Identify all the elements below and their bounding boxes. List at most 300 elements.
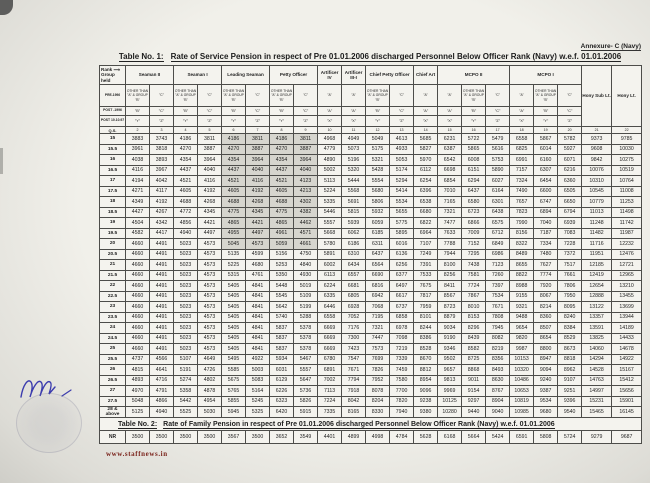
pension-value-cell: 5740 xyxy=(270,312,294,323)
pension-value-cell: 6580 xyxy=(462,197,486,208)
qs-value-cell: 24 xyxy=(100,323,126,334)
pension-value-cell: 3961 xyxy=(126,144,150,155)
family-pension-value-cell: 4784 xyxy=(390,431,414,444)
pension-value-cell: 9987 xyxy=(510,344,534,355)
column-number-cell: 15 xyxy=(438,127,462,134)
pension-value-cell: 7820 xyxy=(390,396,414,407)
pension-value-cell: 9488 xyxy=(510,312,534,323)
group-code-cell: "Z" xyxy=(390,116,414,127)
pension-value-cell: 5827 xyxy=(414,144,438,155)
pension-value-cell: 6446 xyxy=(318,302,342,313)
pension-value-cell: 4040 xyxy=(246,165,270,176)
group-code-cell: "C" xyxy=(246,107,270,116)
group-code-cell: "C" xyxy=(558,85,582,107)
group-code-cell: "B" xyxy=(222,107,246,116)
pension-value-cell: 7950 xyxy=(558,291,582,302)
pension-value-cell: 9396 xyxy=(558,396,582,407)
pension-value-cell: 4660 xyxy=(126,344,150,355)
group-code-cell: OTHER THAN "A" & GROUP "B" xyxy=(222,85,246,107)
pension-value-cell: 5073 xyxy=(342,144,366,155)
pension-value-cell: 4933 xyxy=(390,144,414,155)
pension-table-body xyxy=(100,134,642,444)
pension-value-cell: 9820 xyxy=(510,333,534,344)
qs-value-cell: 22.5 xyxy=(100,291,126,302)
group-code-cell: "C" xyxy=(198,107,222,116)
pension-data-row xyxy=(100,176,642,187)
pension-value-cell: 12965 xyxy=(612,270,642,281)
pension-value-cell: 13944 xyxy=(612,312,642,323)
pension-value-cell: 5023 xyxy=(174,249,198,260)
pension-value-cell: 4613 xyxy=(390,134,414,145)
pension-value-cell: 5023 xyxy=(174,312,198,323)
pension-value-cell: 6794 xyxy=(558,207,582,218)
pension-value-cell: 9040 xyxy=(486,407,510,418)
pension-value-cell: 8356 xyxy=(486,354,510,365)
header-numbering-row xyxy=(100,127,642,134)
pension-data-row xyxy=(100,302,642,313)
pension-value-cell: 15901 xyxy=(612,396,642,407)
pension-data-row xyxy=(100,207,642,218)
pension-value-cell: 5288 xyxy=(294,312,318,323)
pension-value-cell: 6310 xyxy=(342,249,366,260)
pension-value-cell: 5191 xyxy=(174,365,198,376)
pension-value-cell: 6822 xyxy=(414,218,438,229)
pension-value-cell: 7675 xyxy=(414,281,438,292)
pension-value-cell: 5175 xyxy=(366,144,390,155)
pension-value-cell: 7009 xyxy=(462,228,486,239)
family-pension-value-cell: 6591 xyxy=(510,431,534,444)
pension-value-cell: 11008 xyxy=(612,186,642,197)
pension-value-cell: 5568 xyxy=(342,186,366,197)
pension-value-cell: 3964 xyxy=(246,155,270,166)
pension-value-cell: 6311 xyxy=(366,239,390,250)
pension-value-cell: 6301 xyxy=(486,197,510,208)
pension-value-cell: 5867 xyxy=(534,134,558,145)
pension-value-cell: 6854 xyxy=(438,176,462,187)
pension-value-cell: 4940 xyxy=(174,228,198,239)
pension-value-cell: 7068 xyxy=(366,302,390,313)
pension-value-cell: 7724 xyxy=(462,281,486,292)
group-code-cell: "Z" xyxy=(246,116,270,127)
pension-value-cell: 9654 xyxy=(510,323,534,334)
qs-label: Q.S. xyxy=(100,127,126,134)
pension-value-cell: 6557 xyxy=(342,270,366,281)
pension-value-cell: 7826 xyxy=(366,365,390,376)
qs-value-cell: 19.5 xyxy=(100,228,126,239)
pension-value-cell: 4954 xyxy=(198,396,222,407)
pension-value-cell: 6002 xyxy=(318,260,342,271)
pension-value-cell: 4841 xyxy=(246,344,270,355)
pension-value-cell: 9657 xyxy=(438,365,462,376)
pension-value-cell: 7397 xyxy=(486,281,510,292)
pension-value-cell: 8082 xyxy=(486,333,510,344)
pension-value-cell: 5806 xyxy=(366,197,390,208)
pension-value-cell: 4497 xyxy=(198,228,222,239)
pension-value-cell: 11253 xyxy=(612,197,642,208)
rank-group-header: Hony Sub Lt. xyxy=(582,66,612,127)
family-pension-value-cell: 3500 xyxy=(126,431,150,444)
pension-value-cell: 7581 xyxy=(462,270,486,281)
pension-value-cell: 5680 xyxy=(366,186,390,197)
pension-value-cell: 4605 xyxy=(270,186,294,197)
pension-value-cell: 9238 xyxy=(414,396,438,407)
family-pension-value-cell: 6168 xyxy=(438,431,462,444)
pension-value-cell: 4270 xyxy=(270,144,294,155)
pension-value-cell: 4641 xyxy=(150,365,174,376)
family-pension-value-cell: 3500 xyxy=(150,431,174,444)
pension-value-cell: 6712 xyxy=(486,228,510,239)
pension-value-cell: 7671 xyxy=(342,365,366,376)
pension-value-cell: 6558 xyxy=(510,134,534,145)
pension-value-cell: 4345 xyxy=(246,207,270,218)
family-pension-value-cell: 3500 xyxy=(246,431,270,444)
pension-value-cell: 5245 xyxy=(246,396,270,407)
qs-value-cell: 17 xyxy=(100,176,126,187)
pension-value-cell: 4802 xyxy=(198,375,222,386)
pension-value-cell: 4186 xyxy=(222,134,246,145)
group-code-cell: "Z" xyxy=(558,116,582,127)
pension-value-cell: 5023 xyxy=(174,344,198,355)
pension-value-cell: 4688 xyxy=(174,197,198,208)
column-number-cell: 4 xyxy=(174,127,198,134)
group-code-cell: OTHER THAN "A" & GROUP "B" xyxy=(270,85,294,107)
pension-value-cell: 6978 xyxy=(390,323,414,334)
pension-value-cell: 6737 xyxy=(390,302,414,313)
group-code-cell: OTHER THAN "A" & GROUP "B" xyxy=(126,85,150,107)
pension-value-cell: 4605 xyxy=(174,186,198,197)
pension-value-cell: 6698 xyxy=(438,165,462,176)
pension-value-cell: 10779 xyxy=(582,197,612,208)
pension-value-cell: 16145 xyxy=(612,407,642,418)
header-sub-row xyxy=(100,116,642,127)
column-number-cell: 2 xyxy=(126,127,150,134)
pension-value-cell: 11482 xyxy=(582,228,612,239)
pension-value-cell: 4573 xyxy=(246,239,270,250)
pension-value-cell: 8101 xyxy=(414,312,438,323)
pension-value-cell: 7249 xyxy=(414,249,438,260)
pension-value-cell: 5358 xyxy=(174,386,198,397)
rank-group-header: Leading Seaman xyxy=(222,66,270,85)
pension-value-cell: 4491 xyxy=(150,344,174,355)
pension-value-cell: 7447 xyxy=(366,333,390,344)
pension-value-cell: 6866 xyxy=(462,218,486,229)
pension-value-cell: 4955 xyxy=(222,228,246,239)
pension-data-row xyxy=(100,197,642,208)
pension-value-cell: 4841 xyxy=(246,333,270,344)
pension-value-cell: 5616 xyxy=(486,144,510,155)
group-code-cell: "Y" xyxy=(534,116,558,127)
pension-value-cell: 7334 xyxy=(534,239,558,250)
pension-value-cell: 8988 xyxy=(510,281,534,292)
pension-value-cell: 6112 xyxy=(414,165,438,176)
pension-value-cell: 5225 xyxy=(222,260,246,271)
pension-value-cell: 13825 xyxy=(582,333,612,344)
pension-value-cell: 9502 xyxy=(438,354,462,365)
pension-value-cell: 6497 xyxy=(390,281,414,292)
group-code-cell: "A" xyxy=(414,107,438,116)
pension-value-cell: 12419 xyxy=(582,270,612,281)
annexure-label: Annexure- C (Navy) xyxy=(580,43,641,50)
pension-value-cell: 5414 xyxy=(390,186,414,197)
pension-value-cell: 4573 xyxy=(198,270,222,281)
pension-value-cell: 4660 xyxy=(126,333,150,344)
pension-value-cell: 4866 xyxy=(150,396,174,407)
pension-value-cell: 4865 xyxy=(222,218,246,229)
pension-data-row xyxy=(100,407,642,418)
pension-value-cell: 4841 xyxy=(246,312,270,323)
scan-corner-artifact xyxy=(0,0,13,15)
group-code-cell: "B" xyxy=(366,107,390,116)
pension-value-cell: 4504 xyxy=(126,218,150,229)
pension-value-cell: 4660 xyxy=(126,312,150,323)
pension-value-cell: 6437 xyxy=(462,186,486,197)
pension-value-cell: 4192 xyxy=(246,186,270,197)
pension-value-cell: 6617 xyxy=(390,291,414,302)
pension-data-row xyxy=(100,365,642,376)
pension-value-cell: 8204 xyxy=(366,396,390,407)
rank-group-header: Chief Art xyxy=(414,66,438,85)
pension-value-cell: 4878 xyxy=(198,386,222,397)
pension-value-cell: 11716 xyxy=(582,239,612,250)
pension-data-row xyxy=(100,228,642,239)
pension-value-cell: 6690 xyxy=(366,270,390,281)
pension-data-row xyxy=(100,186,642,197)
group-code-cell: "C" xyxy=(150,107,174,116)
pension-value-cell: 8673 xyxy=(558,344,582,355)
pension-data-row xyxy=(100,396,642,407)
pension-value-cell: 3887 xyxy=(246,144,270,155)
pension-value-cell: 11987 xyxy=(612,228,642,239)
column-number-cell: 20 xyxy=(558,127,582,134)
group-code-cell: "Y" xyxy=(366,116,390,127)
pension-value-cell: 6323 xyxy=(270,396,294,407)
column-number-cell: 13 xyxy=(390,127,414,134)
pension-value-cell: 5782 xyxy=(558,134,582,145)
qs-value-cell: 16.5 xyxy=(100,165,126,176)
group-code-cell: "B" xyxy=(174,107,198,116)
pension-value-cell: 4582 xyxy=(126,228,150,239)
pension-value-cell: 10310 xyxy=(582,176,612,187)
pension-value-cell: 11951 xyxy=(582,249,612,260)
pension-value-cell: 8507 xyxy=(534,323,558,334)
pension-value-cell: 4123 xyxy=(294,176,318,187)
pension-value-cell: 11498 xyxy=(612,207,642,218)
pension-value-cell: 4117 xyxy=(150,186,174,197)
pension-value-cell: 4573 xyxy=(198,333,222,344)
pension-value-cell: 6680 xyxy=(414,207,438,218)
pension-value-cell: 10275 xyxy=(612,155,642,166)
pension-value-cell: 4271 xyxy=(126,186,150,197)
pension-value-cell: 9534 xyxy=(534,396,558,407)
pension-value-cell: 8954 xyxy=(414,375,438,386)
pension-value-cell: 10280 xyxy=(438,407,462,418)
pension-value-cell: 6186 xyxy=(342,239,366,250)
group-code-cell: "X" xyxy=(414,116,438,127)
pension-value-cell: 6224 xyxy=(318,281,342,292)
pension-value-cell: 7920 xyxy=(534,281,558,292)
pension-value-cell: 5915 xyxy=(294,407,318,418)
pension-value-cell: 4970 xyxy=(126,386,150,397)
column-number-cell: 22 xyxy=(612,127,642,134)
pension-value-cell: 5156 xyxy=(270,249,294,260)
pension-value-cell: 7517 xyxy=(558,260,582,271)
pension-value-cell: 6939 xyxy=(558,218,582,229)
pension-value-cell: 3883 xyxy=(126,134,150,145)
pension-value-cell: 9373 xyxy=(582,134,612,145)
pension-value-cell: 5113 xyxy=(318,176,342,187)
pension-value-cell: 8822 xyxy=(510,270,534,281)
pension-value-cell: 7657 xyxy=(510,197,534,208)
group-code-cell: "C" xyxy=(246,85,270,107)
pension-value-cell: 6031 xyxy=(270,365,294,376)
column-number-cell: 21 xyxy=(582,127,612,134)
group-code-cell: "Z" xyxy=(150,116,174,127)
pension-value-cell: 5890 xyxy=(486,165,510,176)
pension-value-cell: 5405 xyxy=(222,323,246,334)
pension-value-cell: 6254 xyxy=(414,176,438,187)
pension-value-cell: 5405 xyxy=(222,333,246,344)
pension-value-cell: 4491 xyxy=(150,323,174,334)
pension-value-cell: 8256 xyxy=(438,270,462,281)
pension-value-cell: 4186 xyxy=(174,134,198,145)
pension-value-cell: 5023 xyxy=(174,333,198,344)
pension-value-cell: 5109 xyxy=(294,291,318,302)
pension-value-cell: 7547 xyxy=(342,354,366,365)
pension-data-row xyxy=(100,386,642,397)
rank-group-header: Artificer III-I xyxy=(342,66,366,85)
rank-group-header: Petty Officer xyxy=(270,66,318,85)
pension-value-cell: 6858 xyxy=(390,312,414,323)
qs-value-cell: 17.5 xyxy=(100,186,126,197)
group-code-cell: "A" xyxy=(438,107,462,116)
pension-value-cell: 6825 xyxy=(510,144,534,155)
pension-data-row xyxy=(100,344,642,355)
pension-value-cell: 5405 xyxy=(222,344,246,355)
pension-data-row xyxy=(100,333,642,344)
column-number-cell: 18 xyxy=(510,127,534,134)
pension-value-cell: 5335 xyxy=(318,197,342,208)
pension-value-cell: 5525 xyxy=(174,407,198,418)
pension-value-cell: 8156 xyxy=(510,228,534,239)
pension-value-cell: 5378 xyxy=(294,323,318,334)
pension-value-cell: 5780 xyxy=(318,239,342,250)
table1-title-label: Table No. 1: xyxy=(118,52,164,61)
pension-value-cell: 9680 xyxy=(534,407,558,418)
pension-value-cell: 14528 xyxy=(582,365,612,376)
group-code-cell: "Y" xyxy=(462,116,486,127)
family-pension-value-cell: 9687 xyxy=(612,431,642,444)
pension-value-cell: 9969 xyxy=(438,386,462,397)
pension-value-cell: 4382 xyxy=(294,207,318,218)
group-code-cell: "X" xyxy=(342,116,366,127)
pension-value-cell: 6723 xyxy=(462,207,486,218)
pension-value-cell: 7224 xyxy=(318,396,342,407)
qs-value-cell: 20 xyxy=(100,239,126,250)
pension-value-cell: 5350 xyxy=(270,270,294,281)
qs-value-cell: 26 xyxy=(100,365,126,376)
pension-value-cell: 6360 xyxy=(558,176,582,187)
pension-value-cell: 6256 xyxy=(390,260,414,271)
pension-value-cell: 5467 xyxy=(294,354,318,365)
pension-value-cell: 9094 xyxy=(534,365,558,376)
pension-value-cell: 6387 xyxy=(438,144,462,155)
qs-value-cell: 26.5 xyxy=(100,375,126,386)
pension-data-row xyxy=(100,260,642,271)
rank-group-header: Seaman I xyxy=(174,66,222,85)
pension-value-cell: 8095 xyxy=(558,302,582,313)
pension-value-cell: 7113 xyxy=(318,386,342,397)
pension-value-cell: 6438 xyxy=(486,207,510,218)
nr-label-cell: NR xyxy=(100,431,126,444)
pension-value-cell: 8904 xyxy=(486,396,510,407)
group-code-cell: "A" xyxy=(510,107,534,116)
column-number-cell: 7 xyxy=(246,127,270,134)
pension-value-cell: 7480 xyxy=(534,249,558,260)
pension-value-cell: 9154 xyxy=(462,386,486,397)
group-code-cell: "X" xyxy=(510,116,534,127)
pension-value-cell: 7952 xyxy=(366,375,390,386)
pension-value-cell: 4491 xyxy=(150,260,174,271)
pension-value-cell: 4660 xyxy=(126,323,150,334)
pension-value-cell: 6396 xyxy=(414,186,438,197)
pension-value-cell: 5442 xyxy=(174,396,198,407)
pension-value-cell: 14997 xyxy=(582,386,612,397)
pension-value-cell: 4573 xyxy=(198,302,222,313)
pension-value-cell: 12476 xyxy=(612,249,642,260)
pension-value-cell: 8670 xyxy=(414,354,438,365)
pension-table xyxy=(99,65,642,444)
pension-value-cell: 7165 xyxy=(438,197,462,208)
pension-value-cell: 4349 xyxy=(126,197,150,208)
pension-value-cell: 5378 xyxy=(294,344,318,355)
pension-value-cell: 5125 xyxy=(126,407,150,418)
pension-value-cell: 7940 xyxy=(390,407,414,418)
pension-value-cell: 5557 xyxy=(318,218,342,229)
group-code-cell: "Y" xyxy=(222,116,246,127)
column-number-cell: 5 xyxy=(198,127,222,134)
pension-value-cell: 6164 xyxy=(486,186,510,197)
qs-value-cell: 19 xyxy=(100,218,126,229)
pension-value-cell: 3967 xyxy=(150,165,174,176)
pension-value-cell: 4890 xyxy=(318,155,342,166)
pension-value-cell: 5932 xyxy=(366,207,390,218)
group-code-cell: "C" xyxy=(198,85,222,107)
group-code-cell: OTHER THAN "A" & GROUP "B" xyxy=(534,85,558,107)
pension-value-cell: 12888 xyxy=(582,291,612,302)
pension-value-cell: 8360 xyxy=(534,312,558,323)
pension-value-cell: 15167 xyxy=(612,365,642,376)
pension-value-cell: 6136 xyxy=(390,249,414,260)
pension-value-cell: 6027 xyxy=(486,176,510,187)
pension-value-cell: 10764 xyxy=(612,176,642,187)
pension-value-cell: 9440 xyxy=(462,407,486,418)
pension-value-cell: 10519 xyxy=(612,165,642,176)
corner-rank-label: Rank ⟶ xyxy=(101,67,121,73)
pension-value-cell: 4840 xyxy=(294,260,318,271)
pension-value-cell: 4270 xyxy=(174,144,198,155)
family-pension-value-cell: 3500 xyxy=(198,431,222,444)
pension-value-cell: 3811 xyxy=(198,134,222,145)
pension-value-cell: 5446 xyxy=(318,207,342,218)
group-code-cell: "B" xyxy=(534,107,558,116)
pension-value-cell: 5428 xyxy=(366,165,390,176)
pension-value-cell: 7157 xyxy=(510,165,534,176)
pension-value-cell: 5174 xyxy=(390,165,414,176)
group-code-cell: "C" xyxy=(486,107,510,116)
pension-value-cell: 5107 xyxy=(174,354,198,365)
group-code-cell: "A" xyxy=(414,85,438,107)
pension-value-cell: 5003 xyxy=(246,365,270,376)
